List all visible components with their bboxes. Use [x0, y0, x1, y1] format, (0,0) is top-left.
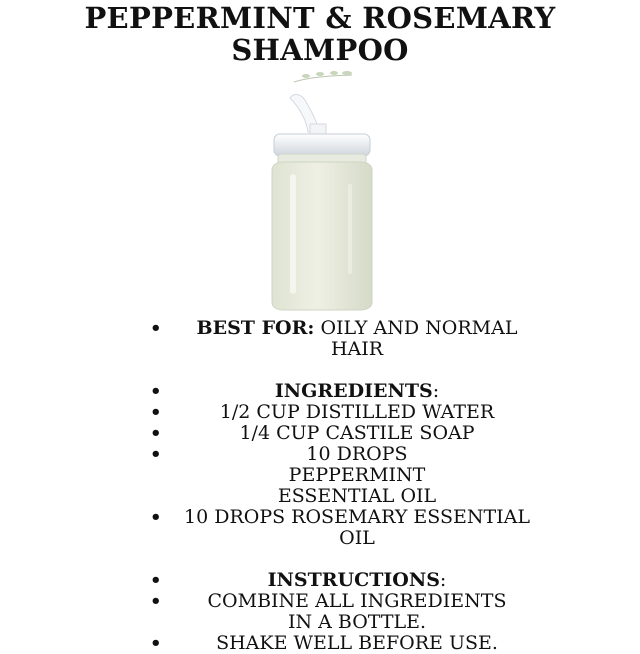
list-item [150, 591, 520, 633]
bullet: • [150, 402, 162, 423]
list-item [150, 444, 520, 507]
bullet: • [150, 591, 162, 612]
ingredients-colon: : [432, 380, 440, 402]
list-item [150, 423, 520, 444]
shampoo-jar-image [262, 88, 382, 314]
herb-sprig-decoration [292, 66, 362, 86]
recipe-list [150, 317, 530, 654]
list-item [150, 506, 530, 549]
bullet: • [150, 507, 162, 528]
title-line-1: PEPPERMINT & ROSEMARY [84, 1, 556, 35]
ingredients-heading-label: INGREDIENTS [274, 380, 433, 402]
ingredients-heading-row [150, 381, 520, 402]
list-item [150, 633, 520, 654]
instruction-text: SHAKE WELL BEFORE USE. [216, 632, 498, 654]
ingredient-text: 1/4 CUP CASTILE SOAP [239, 422, 475, 444]
ingredient-text: 10 DROPS PEPPERMINT ESSENTIAL OIL [277, 443, 437, 507]
page-title [0, 2, 640, 66]
best-for-label: BEST FOR: [196, 317, 315, 339]
list-item-best-for [150, 318, 520, 360]
best-for-text [182, 318, 532, 360]
title-line-2: SHAMPOO [231, 33, 409, 67]
bullet: • [150, 444, 162, 465]
bullet: • [150, 570, 162, 591]
instructions-heading-label: INSTRUCTIONS [267, 569, 440, 591]
bullet: • [150, 318, 162, 339]
instructions-heading-row [150, 570, 520, 591]
best-for-value: OILY AND NORMAL HAIR [320, 317, 518, 360]
ingredient-text: 10 DROPS ROSEMARY ESSENTIAL OIL [184, 506, 530, 549]
instructions-heading [182, 570, 532, 591]
instruction-text: COMBINE ALL INGREDIENTS IN A BOTTLE. [207, 590, 507, 633]
instructions-colon: : [439, 569, 447, 591]
bullet: • [150, 423, 162, 444]
bullet: • [150, 633, 162, 654]
bullet: • [150, 381, 162, 402]
ingredient-text: 1/2 CUP DISTILLED WATER [219, 401, 495, 423]
ingredients-heading [182, 381, 532, 402]
list-item [150, 402, 520, 423]
